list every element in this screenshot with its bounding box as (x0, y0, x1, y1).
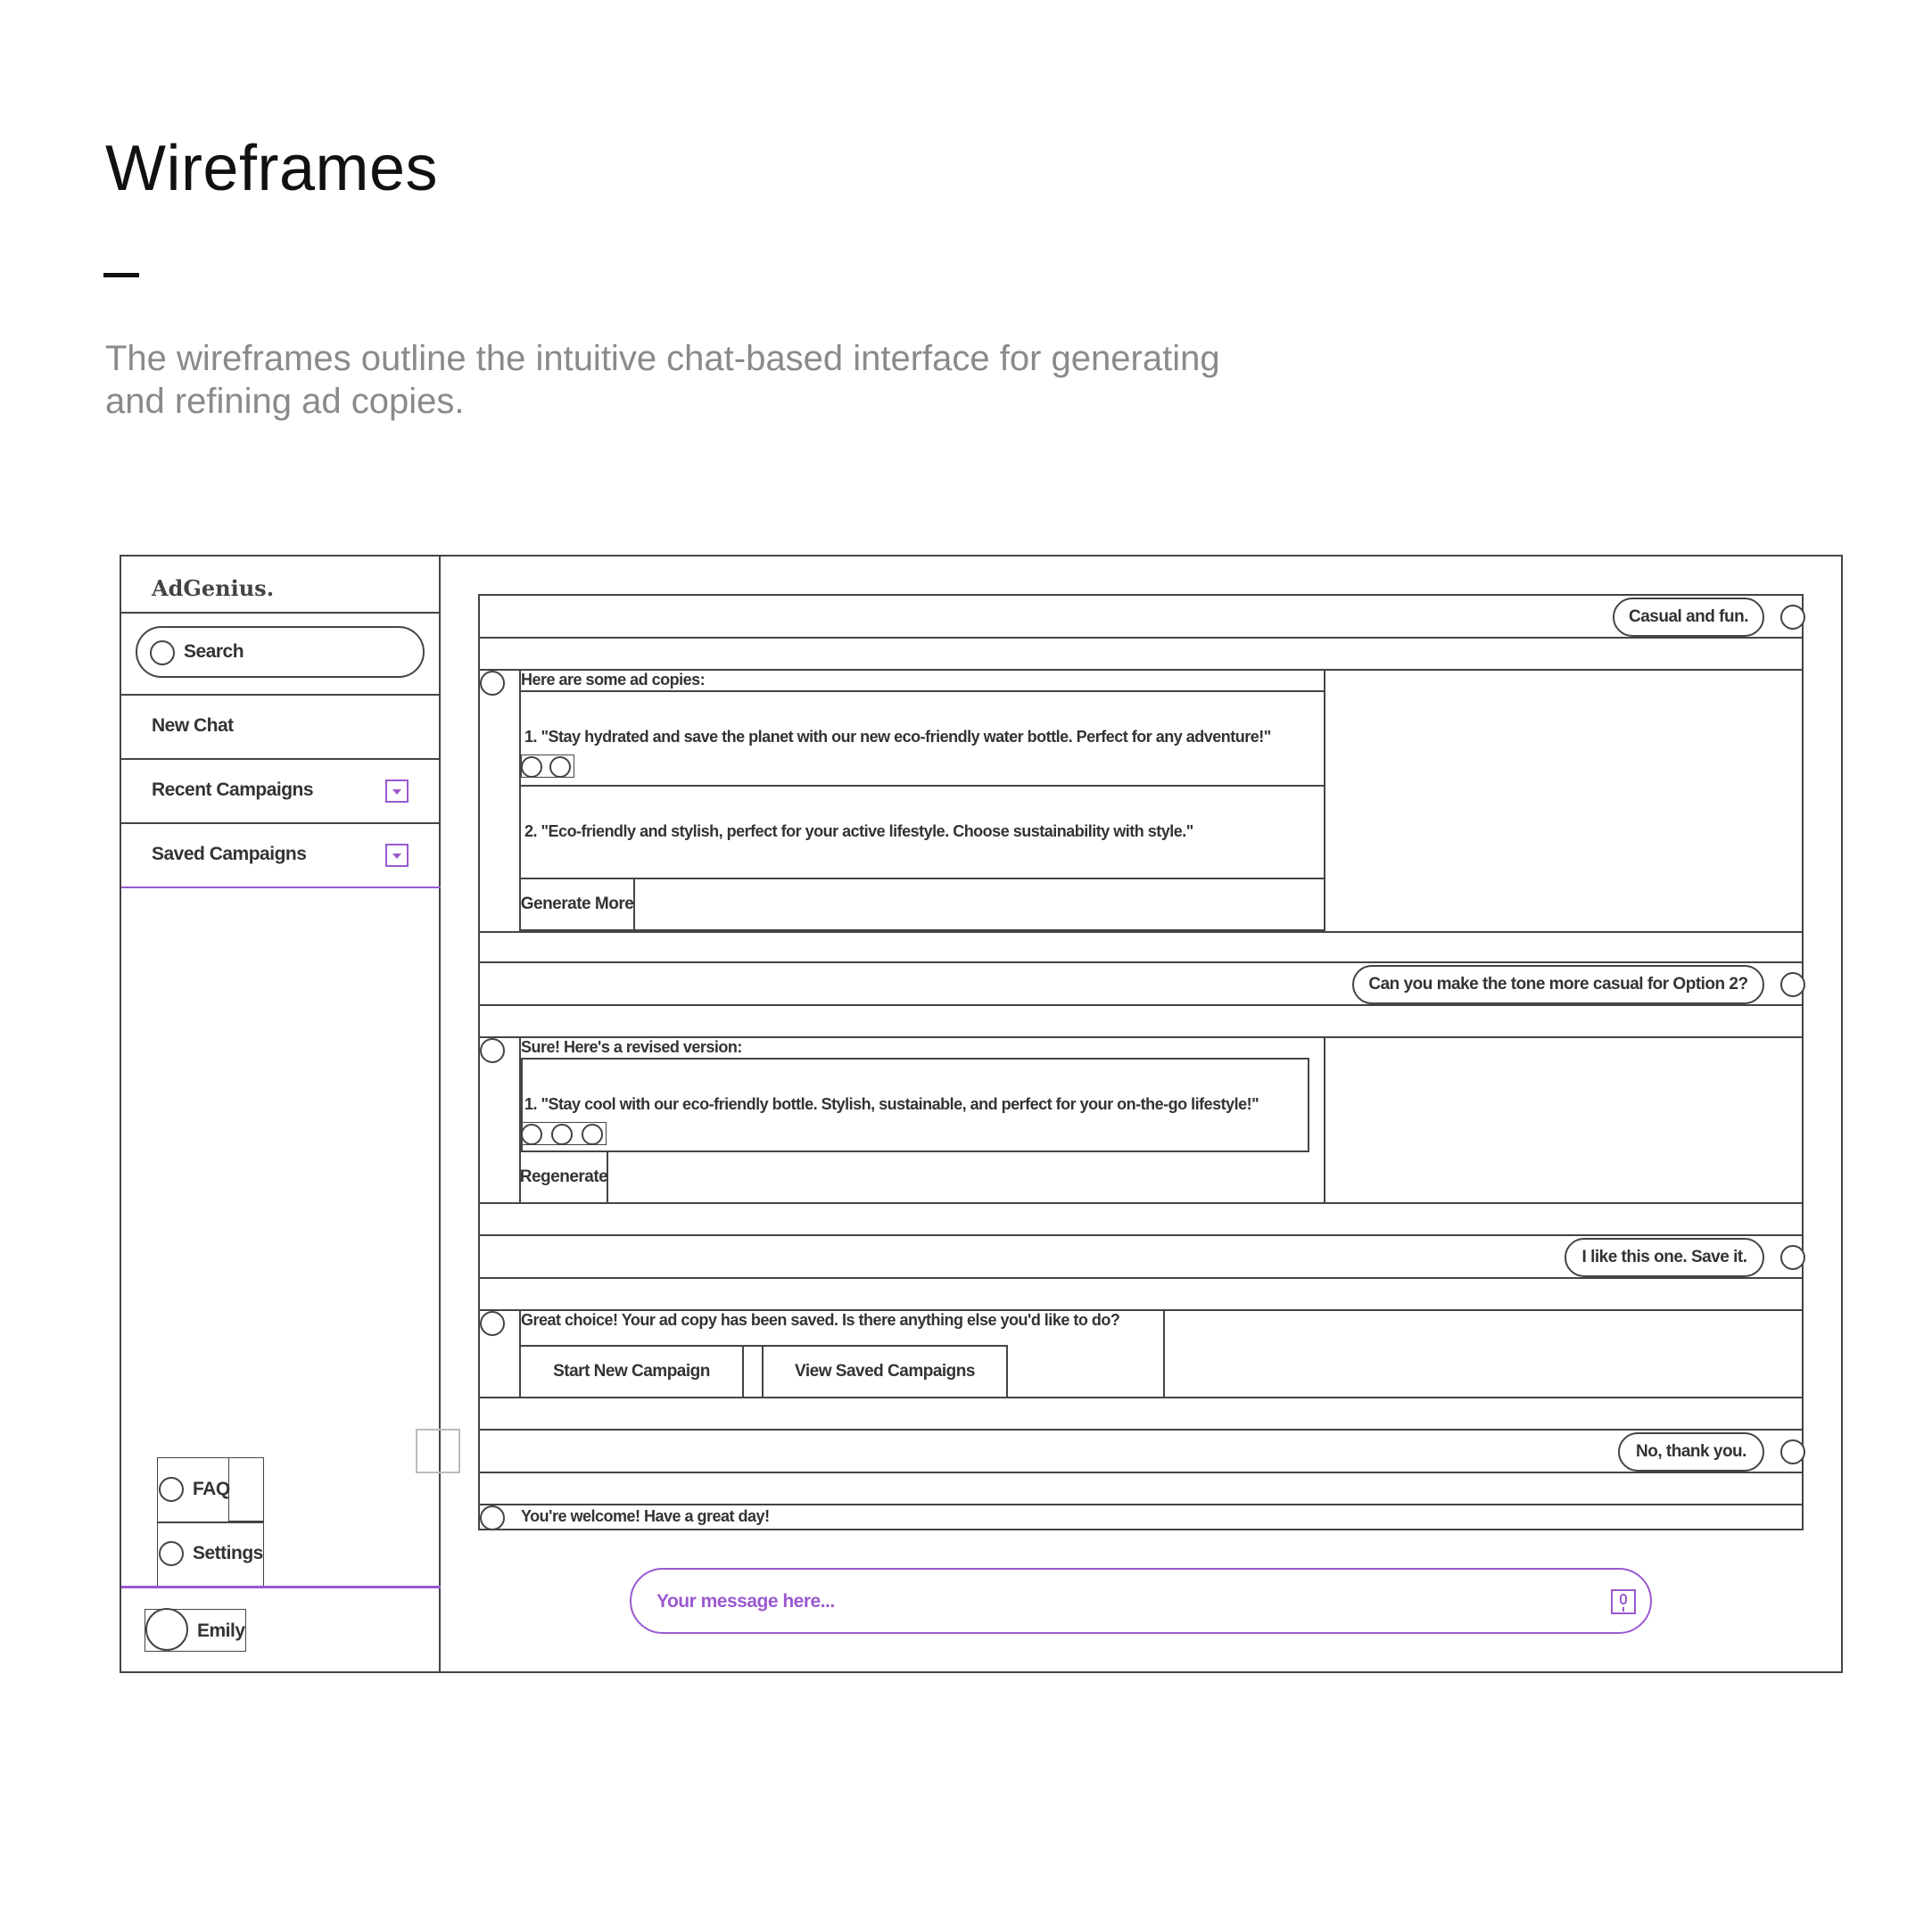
bot-message (519, 669, 1325, 931)
row-divider (480, 931, 1802, 933)
search-icon (150, 640, 175, 665)
user-message: Casual and fun. (1613, 598, 1764, 637)
row-divider (480, 961, 1802, 963)
user-avatar (1780, 1439, 1805, 1464)
thumbs-up-icon[interactable] (521, 1124, 542, 1145)
message-divider (521, 690, 1325, 692)
user-avatar (1780, 605, 1805, 630)
mic-stand (1622, 1607, 1624, 1612)
thumbs-up-icon[interactable] (521, 756, 542, 778)
copy-icon[interactable] (582, 1124, 603, 1145)
ad-copy-option: 1. "Stay hydrated and save the planet with our new eco-friendly water bottle. Perfect for any adventure!" (524, 728, 1271, 746)
chevron-down-icon[interactable] (385, 779, 409, 803)
user-message: No, thank you. (1618, 1432, 1764, 1472)
sidebar-accent-divider (121, 887, 441, 888)
collapse-sidebar-handle[interactable] (416, 1429, 460, 1473)
bot-text: You're welcome! Have a great day! (521, 1507, 770, 1525)
settings-item[interactable] (157, 1523, 264, 1586)
button-spacer (742, 1345, 764, 1398)
page-heading: Wireframes (105, 133, 439, 204)
row-divider (480, 1472, 1802, 1473)
new-chat-label: New Chat (152, 715, 234, 736)
recent-campaigns-item[interactable] (121, 760, 441, 822)
row-divider (480, 1004, 1802, 1006)
row-divider (480, 1429, 1802, 1431)
message-placeholder: Your message here... (656, 1591, 835, 1612)
bot-avatar (480, 671, 505, 696)
message-divider (521, 878, 1325, 879)
user-avatar (1780, 972, 1805, 997)
row-divider (480, 1504, 1802, 1505)
search-label: Search (184, 641, 244, 662)
ad-copy-option: 2. "Eco-friendly and stylish, perfect for your active lifestyle. Choose sustainability with style." (524, 822, 1193, 840)
user-profile[interactable] (144, 1609, 246, 1652)
user-message: I like this one. Save it. (1565, 1238, 1764, 1277)
user-avatar (1780, 1245, 1805, 1270)
brand-logo: AdGenius. (152, 575, 275, 601)
new-chat-button[interactable] (121, 696, 441, 758)
row-divider (480, 1277, 1802, 1279)
view-saved-campaigns-button[interactable]: View Saved Campaigns (762, 1345, 1008, 1398)
row-divider (480, 1397, 1802, 1398)
message-divider (521, 785, 1325, 787)
bot-avatar (480, 1311, 505, 1336)
row-divider (480, 1234, 1802, 1236)
search-input[interactable] (136, 626, 425, 678)
bot-avatar (480, 1505, 505, 1530)
faq-icon (159, 1477, 184, 1502)
user-name: Emily (197, 1620, 245, 1641)
recent-campaigns-label: Recent Campaigns (152, 779, 314, 800)
faq-label: FAQ (193, 1479, 230, 1499)
heading-divider (103, 273, 139, 277)
start-new-campaign-button[interactable]: Start New Campaign (519, 1345, 744, 1398)
mic-capsule (1620, 1594, 1627, 1604)
row-divider (480, 637, 1802, 639)
gear-icon (159, 1541, 184, 1566)
bot-intro: Sure! Here's a revised version: (521, 1038, 742, 1056)
saved-campaigns-label: Saved Campaigns (152, 844, 307, 864)
thumbs-down-icon[interactable] (551, 1124, 573, 1145)
message-input[interactable] (630, 1568, 1652, 1634)
sidebar-accent-divider (121, 1586, 441, 1588)
page-description: The wireframes outline the intuitive chat-based interface for generating and refining ad copies. (105, 339, 1220, 421)
chevron-down-icon[interactable] (385, 844, 409, 867)
generate-more-button[interactable]: Generate More (519, 878, 635, 931)
bot-intro: Here are some ad copies: (521, 671, 706, 689)
microphone-icon[interactable] (1611, 1589, 1636, 1614)
saved-campaigns-item[interactable] (121, 824, 441, 887)
bot-avatar (480, 1038, 505, 1063)
thumbs-down-icon[interactable] (549, 756, 571, 778)
bot-text: Great choice! Your ad copy has been saved. Is there anything else you'd like to do? (521, 1311, 1120, 1329)
faq-item[interactable] (157, 1459, 264, 1522)
user-message: Can you make the tone more casual for Option 2? (1352, 965, 1764, 1004)
sidebar-divider (121, 612, 441, 614)
settings-label: Settings (193, 1543, 263, 1563)
row-divider (480, 1202, 1802, 1204)
avatar (145, 1608, 188, 1651)
ad-copy-option: 1. "Stay cool with our eco-friendly bottle. Stylish, sustainable, and perfect for your on-the-go lifestyle!" (524, 1095, 1259, 1113)
regenerate-button[interactable]: Regenerate (519, 1150, 608, 1204)
